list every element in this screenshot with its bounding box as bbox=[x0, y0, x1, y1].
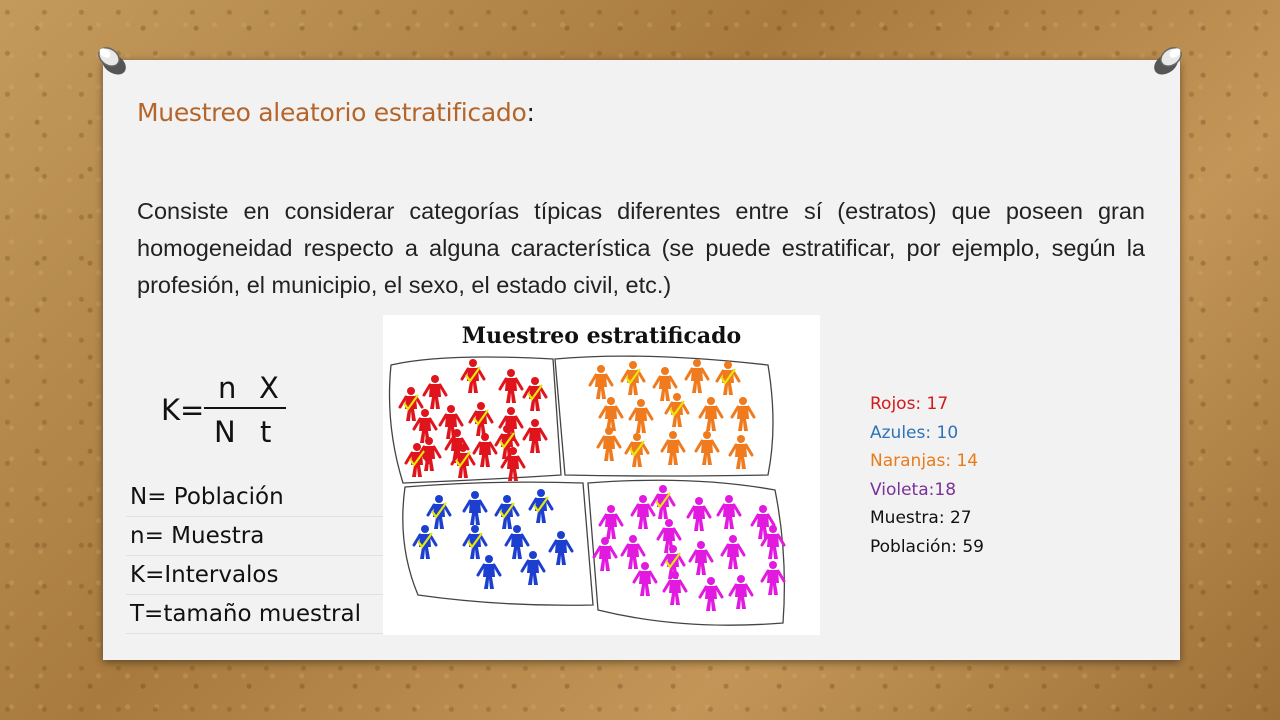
person-figure bbox=[464, 525, 486, 559]
person-figure bbox=[424, 375, 446, 409]
person-figure bbox=[717, 361, 739, 395]
person-figure bbox=[762, 561, 784, 595]
definition-cell: n= Muestra bbox=[126, 517, 387, 556]
person-figure bbox=[730, 575, 752, 609]
person-figure bbox=[400, 387, 422, 421]
person-figure bbox=[632, 495, 654, 529]
person-figure bbox=[550, 531, 572, 565]
slide-body-text: Consiste en considerar categorías típicas diferentes entre sí (estratos) que poseen gran homogeneidad respecto a alguna característica (se puede estratificar, por ejemplo, según la profesión, el municipio, el sexo, el estado civil, etc.) bbox=[137, 198, 1145, 298]
heading-text: Muestreo aleatorio estratificado bbox=[137, 98, 527, 127]
stat-rojos: Rojos: 17 bbox=[870, 394, 949, 414]
person-figure bbox=[690, 541, 712, 575]
person-figure bbox=[500, 369, 522, 403]
person-figure bbox=[530, 489, 552, 523]
stats-list bbox=[870, 390, 984, 561]
stat-poblacion: Población: 59 bbox=[870, 536, 984, 557]
person-figure bbox=[626, 433, 648, 467]
person-figure bbox=[752, 505, 774, 539]
person-figure bbox=[630, 399, 652, 433]
person-figure bbox=[622, 535, 644, 569]
definition-cell: N= Población bbox=[126, 478, 387, 517]
formula-x: X bbox=[259, 371, 279, 405]
person-figure bbox=[464, 491, 486, 525]
heading-colon: : bbox=[526, 98, 535, 127]
person-figure bbox=[700, 397, 722, 431]
person-figure bbox=[700, 577, 722, 611]
person-figure bbox=[722, 535, 744, 569]
stratum-outline-violet bbox=[588, 480, 784, 625]
table-row bbox=[126, 517, 387, 556]
slide-heading bbox=[137, 98, 535, 127]
definition-cell: T=tamaño muestral bbox=[126, 595, 387, 634]
formula-n: n bbox=[218, 371, 237, 405]
person-figure bbox=[598, 427, 620, 461]
person-figure bbox=[600, 397, 622, 431]
person-figure bbox=[652, 485, 674, 519]
stat-muestra: Muestra: 27 bbox=[870, 508, 972, 528]
person-figure bbox=[414, 525, 436, 559]
definitions-table bbox=[126, 478, 387, 634]
stratified-sampling-figure bbox=[383, 315, 820, 635]
person-figure bbox=[524, 419, 546, 453]
person-figure bbox=[522, 551, 544, 585]
person-figure bbox=[428, 495, 450, 529]
definition-cell: K=Intervalos bbox=[126, 556, 387, 595]
person-figure bbox=[590, 365, 612, 399]
table-row bbox=[126, 478, 387, 517]
figure-title: Muestreo estratificado bbox=[461, 323, 742, 349]
person-figure bbox=[462, 359, 484, 393]
pushpin-right-icon bbox=[1150, 40, 1188, 78]
table-row bbox=[126, 556, 387, 595]
stratified-figure-drawing bbox=[383, 315, 820, 635]
formula-t: t bbox=[260, 415, 272, 449]
person-figure bbox=[478, 555, 500, 589]
person-figure bbox=[524, 377, 546, 411]
formula-N: N bbox=[214, 415, 236, 449]
stat-naranjas: Naranjas: 14 bbox=[870, 451, 979, 471]
person-figure bbox=[688, 497, 710, 531]
stat-azules: Azules: 10 bbox=[870, 422, 959, 443]
person-figure bbox=[732, 397, 754, 431]
pushpin-left-icon bbox=[92, 40, 130, 78]
stat-violeta: Violeta:18 bbox=[870, 479, 957, 500]
person-figure bbox=[718, 495, 740, 529]
table-row bbox=[126, 595, 387, 634]
person-figure bbox=[686, 359, 708, 393]
person-figure bbox=[696, 431, 718, 465]
person-figure bbox=[662, 431, 684, 465]
person-figure bbox=[470, 402, 492, 436]
formula-fraction-line bbox=[204, 407, 286, 409]
person-figure bbox=[654, 367, 676, 401]
person-figure bbox=[600, 505, 622, 539]
person-figure bbox=[496, 495, 518, 529]
person-figure bbox=[414, 409, 436, 443]
person-figure bbox=[506, 525, 528, 559]
person-figure bbox=[730, 435, 752, 469]
formula-k-label: K= bbox=[161, 393, 205, 427]
person-figure bbox=[664, 571, 686, 605]
person-figure bbox=[594, 537, 616, 571]
person-figure bbox=[474, 433, 496, 467]
person-figure bbox=[622, 361, 644, 395]
